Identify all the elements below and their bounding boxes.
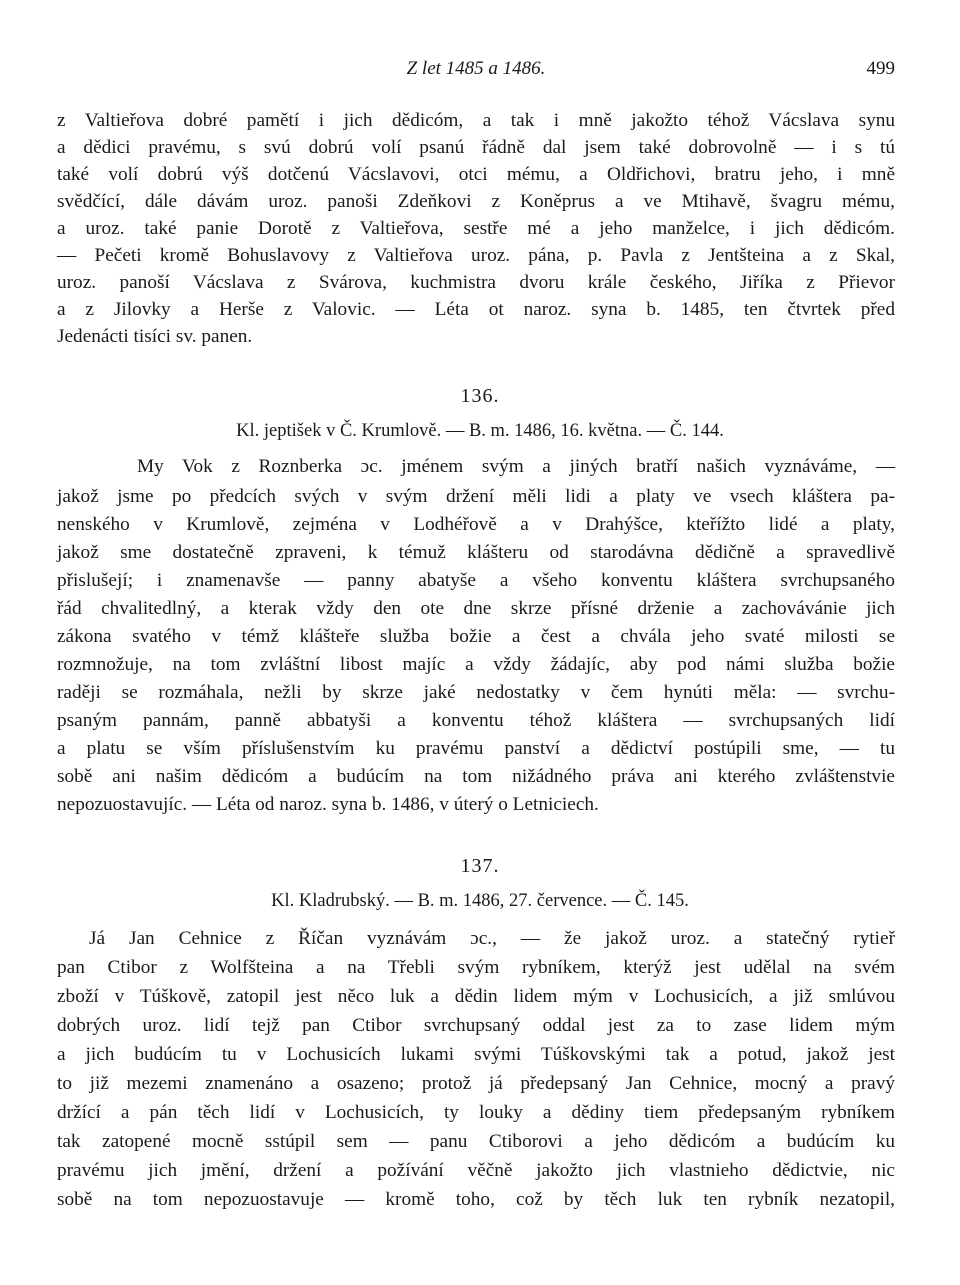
- text-line: a z Jilovky a Herše z Valovic. — Léta ot naroz. syna b. 1485, ten čtvrtek před: [57, 299, 895, 320]
- text-line: řád chvalitedlný, a kterak vždy den ote dne skrze přísné drženie a zachovávánie jich: [57, 598, 895, 619]
- text-line: nenského v Krumlově, zejména v Lodhéřově a v Drahýšce, kteřížto lidé a platy,: [57, 514, 895, 535]
- text-line: tak zatopené mocně sstúpil sem — panu Ctiborovi a jeho dědicóm a budúcím ku: [57, 1131, 895, 1152]
- document-number: 137.: [460, 855, 500, 877]
- text-line: sobě na tom nepozuostavuje — kromě toho, což by těch luk ten rybník nezatopil,: [57, 1189, 895, 1210]
- text-line: z Valtieřova dobré pamětí i jich dědicóm, a tak i mně jakožto téhož Vácslava synu: [57, 110, 895, 131]
- text-line: a jich budúcím tu v Lochusicích lukami svými Túškovskými tak a potud, jakož jest: [57, 1044, 895, 1065]
- text-line: Jedenácti tisíci sv. panen.: [57, 326, 253, 347]
- text-line: jakož jsme po předcích svých v svým držení měli lidi a platy ve vsech kláštera pa-: [57, 486, 895, 507]
- page-number: 499: [866, 58, 895, 79]
- running-head: [57, 58, 895, 86]
- source-line: Kl. jeptišek v Č. Krumlově. — B. m. 1486, 16. května. — Č. 144.: [236, 421, 724, 441]
- text-line: psaným pannám, panně abbatyši a konventu téhož kláštera — svrchupsaných lidí: [57, 710, 895, 731]
- text-line: zákona svatého v témž klášteře služba božie a čest a chvála jeho svaté milosti se: [57, 626, 895, 647]
- text-line: zboží v Túškově, zatopil jest něco luk a dědin lidem mým v Lochusicích, a již smlúvou: [57, 986, 895, 1007]
- text-line: přislušejí; i znamenavše — panny abatyše a všeho konventu kláštera svrchupsaného: [57, 570, 895, 591]
- text-line: svědčící, dále dávám uroz. panoši Zdeňkovi z Koněprus a ve Mtihavě, švagru mému,: [57, 191, 895, 212]
- text-line: také volí dobrú výš dotčenú Vácslavovi, otci mému, a Oldřichovi, bratru jeho, i mně: [57, 164, 895, 185]
- running-title: Z let 1485 a 1486.: [406, 58, 546, 79]
- text-line: sobě ani našim dědicóm a budúcím na tom nižádného práva ani kterého zvláštenstvie: [57, 766, 895, 787]
- text-line: a dědici pravému, s svú dobrú volí psanú řádně dal jsem také dobrovolně — i s tú: [57, 137, 895, 158]
- document-number: 136.: [460, 385, 500, 407]
- text-line: dobrých uroz. lidí tejž pan Ctibor svrchupsaný oddal jest za to zase lidem mým: [57, 1015, 895, 1036]
- text-line: raději se rozmáhala, nežli by skrze jaké nedostatky v čem hynúti měla: — svrchu-: [57, 682, 895, 703]
- text-line: pravému jich jmění, držení a požívání věčně jakožto jich vlastnieho dědictvie, nic: [57, 1160, 895, 1181]
- text-line: uroz. panoší Vácslava z Svárova, kuchmistra dvoru krále českého, Jiříka z Přievor: [57, 272, 895, 293]
- text-line: — Pečeti kromě Bohuslavovy z Valtieřova uroz. pána, p. Pavla z Jentšteina a z Skal,: [57, 245, 895, 266]
- text-line: pan Ctibor z Wolfšteina a na Třebli svým rybníkem, kterýž jest udělal na svém: [57, 957, 895, 978]
- text-line: jakož sme dostatečně zpraveni, k témuž klášteru od starodávna dědičně a spravedlivě: [57, 542, 895, 563]
- text-line: rozmnožuje, na tom zvláštní libost majíc a vždy žádajíc, aby pod námi služba božie: [57, 654, 895, 675]
- source-line: Kl. Kladrubský. — B. m. 1486, 27. července. — Č. 145.: [271, 891, 689, 911]
- text-line: držící a pán těch lidí v Lochusicích, ty louky a dědiny tiem předepsaným rybníkem: [57, 1102, 895, 1123]
- text-line: Já Jan Cehnice z Říčan vyznávám ɔc., — že jakož uroz. a statečný rytieř: [89, 928, 895, 949]
- text-line: a uroz. také panie Dorotě z Valtieřova, sestře mé a jeho manželce, i jich dědicóm.: [57, 218, 895, 239]
- text-line: to již mezemi znamenáno a osazeno; protož já předepsaný Jan Cehnice, mocný a pravý: [57, 1073, 895, 1094]
- text-line: a platu se vším příslušenstvím ku pravému panství a dědictví postúpili sme, — tu: [57, 738, 895, 759]
- text-line: My Vok z Roznberka ɔc. jménem svým a jiných bratří našich vyznáváme, —: [137, 456, 895, 477]
- text-line: nepozuostavujíc. — Léta od naroz. syna b. 1486, v úterý o Letniciech.: [57, 794, 599, 815]
